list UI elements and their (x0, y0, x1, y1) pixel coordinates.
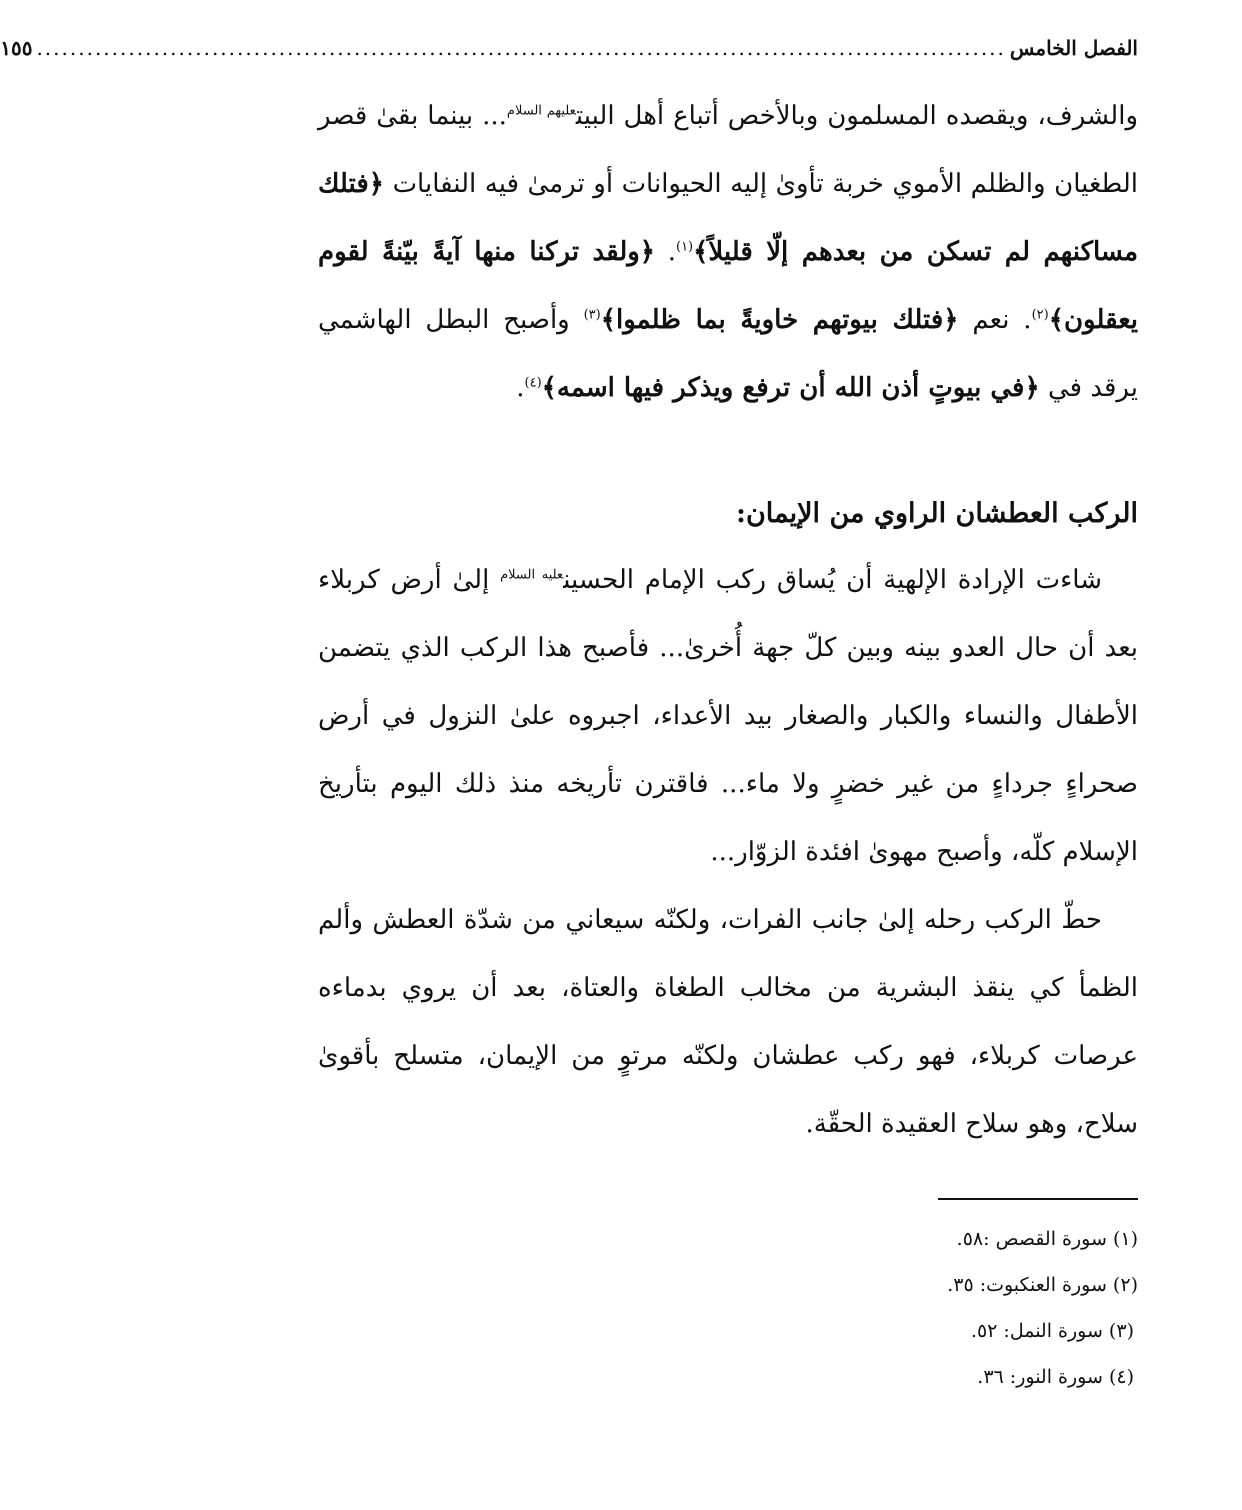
honorific: عليه السلام (500, 567, 564, 583)
honorific: عليهم السلام (506, 103, 576, 119)
quran-verse: ﴿ولقد تركنا منها آيةً بيّنةً لقوم يعقلون﴾ (318, 237, 1139, 335)
paragraph-continued (318, 82, 1138, 422)
footnote-item: (٤) سورة النور: ٣٦. (977, 1366, 1134, 1388)
footnote-item: (٣) سورة النمل: ٥٢. (970, 1320, 1134, 1342)
section-paragraph-2: حطّ الركب رحله إلىٰ جانب الفرات، ولكنّه سيعاني من شدّة العطش وألم الظمأ كي ينقذ البشرية من مخالب الطغاة والعتاة، بعد أن يروي بدماءه عرصات كربلاء، فهو ركب عطشان ولكنّه مرتوٍ من الإيمان، متسلح بأقوىٰ سلاح، وهو سلاح العقيدة الحقّة. (318, 905, 1138, 1139)
footnotes-list (318, 1216, 1138, 1400)
text-run: . (516, 373, 525, 403)
running-header (0, 36, 1138, 82)
quran-verse: ﴿في بيوتٍ أذن الله أن ترفع ويذكر فيها اسمه﴾ (541, 373, 1040, 403)
book-page (0, 36, 1139, 1400)
text-run: إلىٰ أرض كربلاء بعد أن حال العدو بينه وبين كلّ جهة أُخرىٰ... فأصبح هذا الركب الذي يتضمن الأطفال والنساء والكبار والصغار بيد الأعداء، اجبروه علىٰ النزول في أرض صحراءٍ جرداءٍ من غير خضرٍ ولا ماء... فاقترن تأريخه منذ ذلك اليوم بتأريخ الإسلام كلّه، وأصبح مهوىٰ افئدة الزوّار... (318, 565, 1138, 867)
text-run: شاءت الإرادة الإلهية أن يُساق ركب الإمام الحسين (563, 565, 1103, 595)
header-leader-dots: .................................................................................................................... (36, 36, 1006, 60)
footnote-ref[interactable]: (٢) (1031, 307, 1049, 323)
footnote-divider (938, 1198, 1138, 1200)
quran-verse: ﴿فتلك مساكنهم لم تسكن من بعدهم إلّا قليلاً﴾ (318, 169, 1139, 267)
footnote-ref[interactable]: (٣) (583, 307, 601, 323)
footnote-ref[interactable]: (١) (675, 239, 694, 255)
text-run: وأصبح البطل الهاشمي يرقد في (318, 305, 1138, 403)
chapter-title: الفصل الخامس (1009, 36, 1138, 60)
section-paragraph-1 (318, 546, 1138, 886)
page-number: ١٥٥ (0, 36, 33, 60)
text-run: . (655, 237, 676, 267)
text-run: ... بينما بقىٰ قصر الطغيان والظلم الأموي خربة تأوىٰ إليه الحيوانات أو ترمىٰ فيه النفايات (318, 101, 1139, 199)
footnote-item: (١) سورة القصص :٥٨. (956, 1228, 1138, 1250)
footnote-item: (٢) سورة العنكبوت: ٣٥. (947, 1274, 1138, 1296)
footnote-ref[interactable]: (٤) (524, 375, 542, 391)
text-run: . نعم (958, 305, 1032, 335)
text-run: والشرف، ويقصده المسلمون وبالأخص أتباع أهل البيت (575, 101, 1139, 131)
section-heading: الركب العطشان الراوي من الإيمان: (736, 498, 1138, 529)
quran-verse: ﴿فتلك بيوتهم خاويةً بما ظلموا﴾ (600, 305, 959, 335)
